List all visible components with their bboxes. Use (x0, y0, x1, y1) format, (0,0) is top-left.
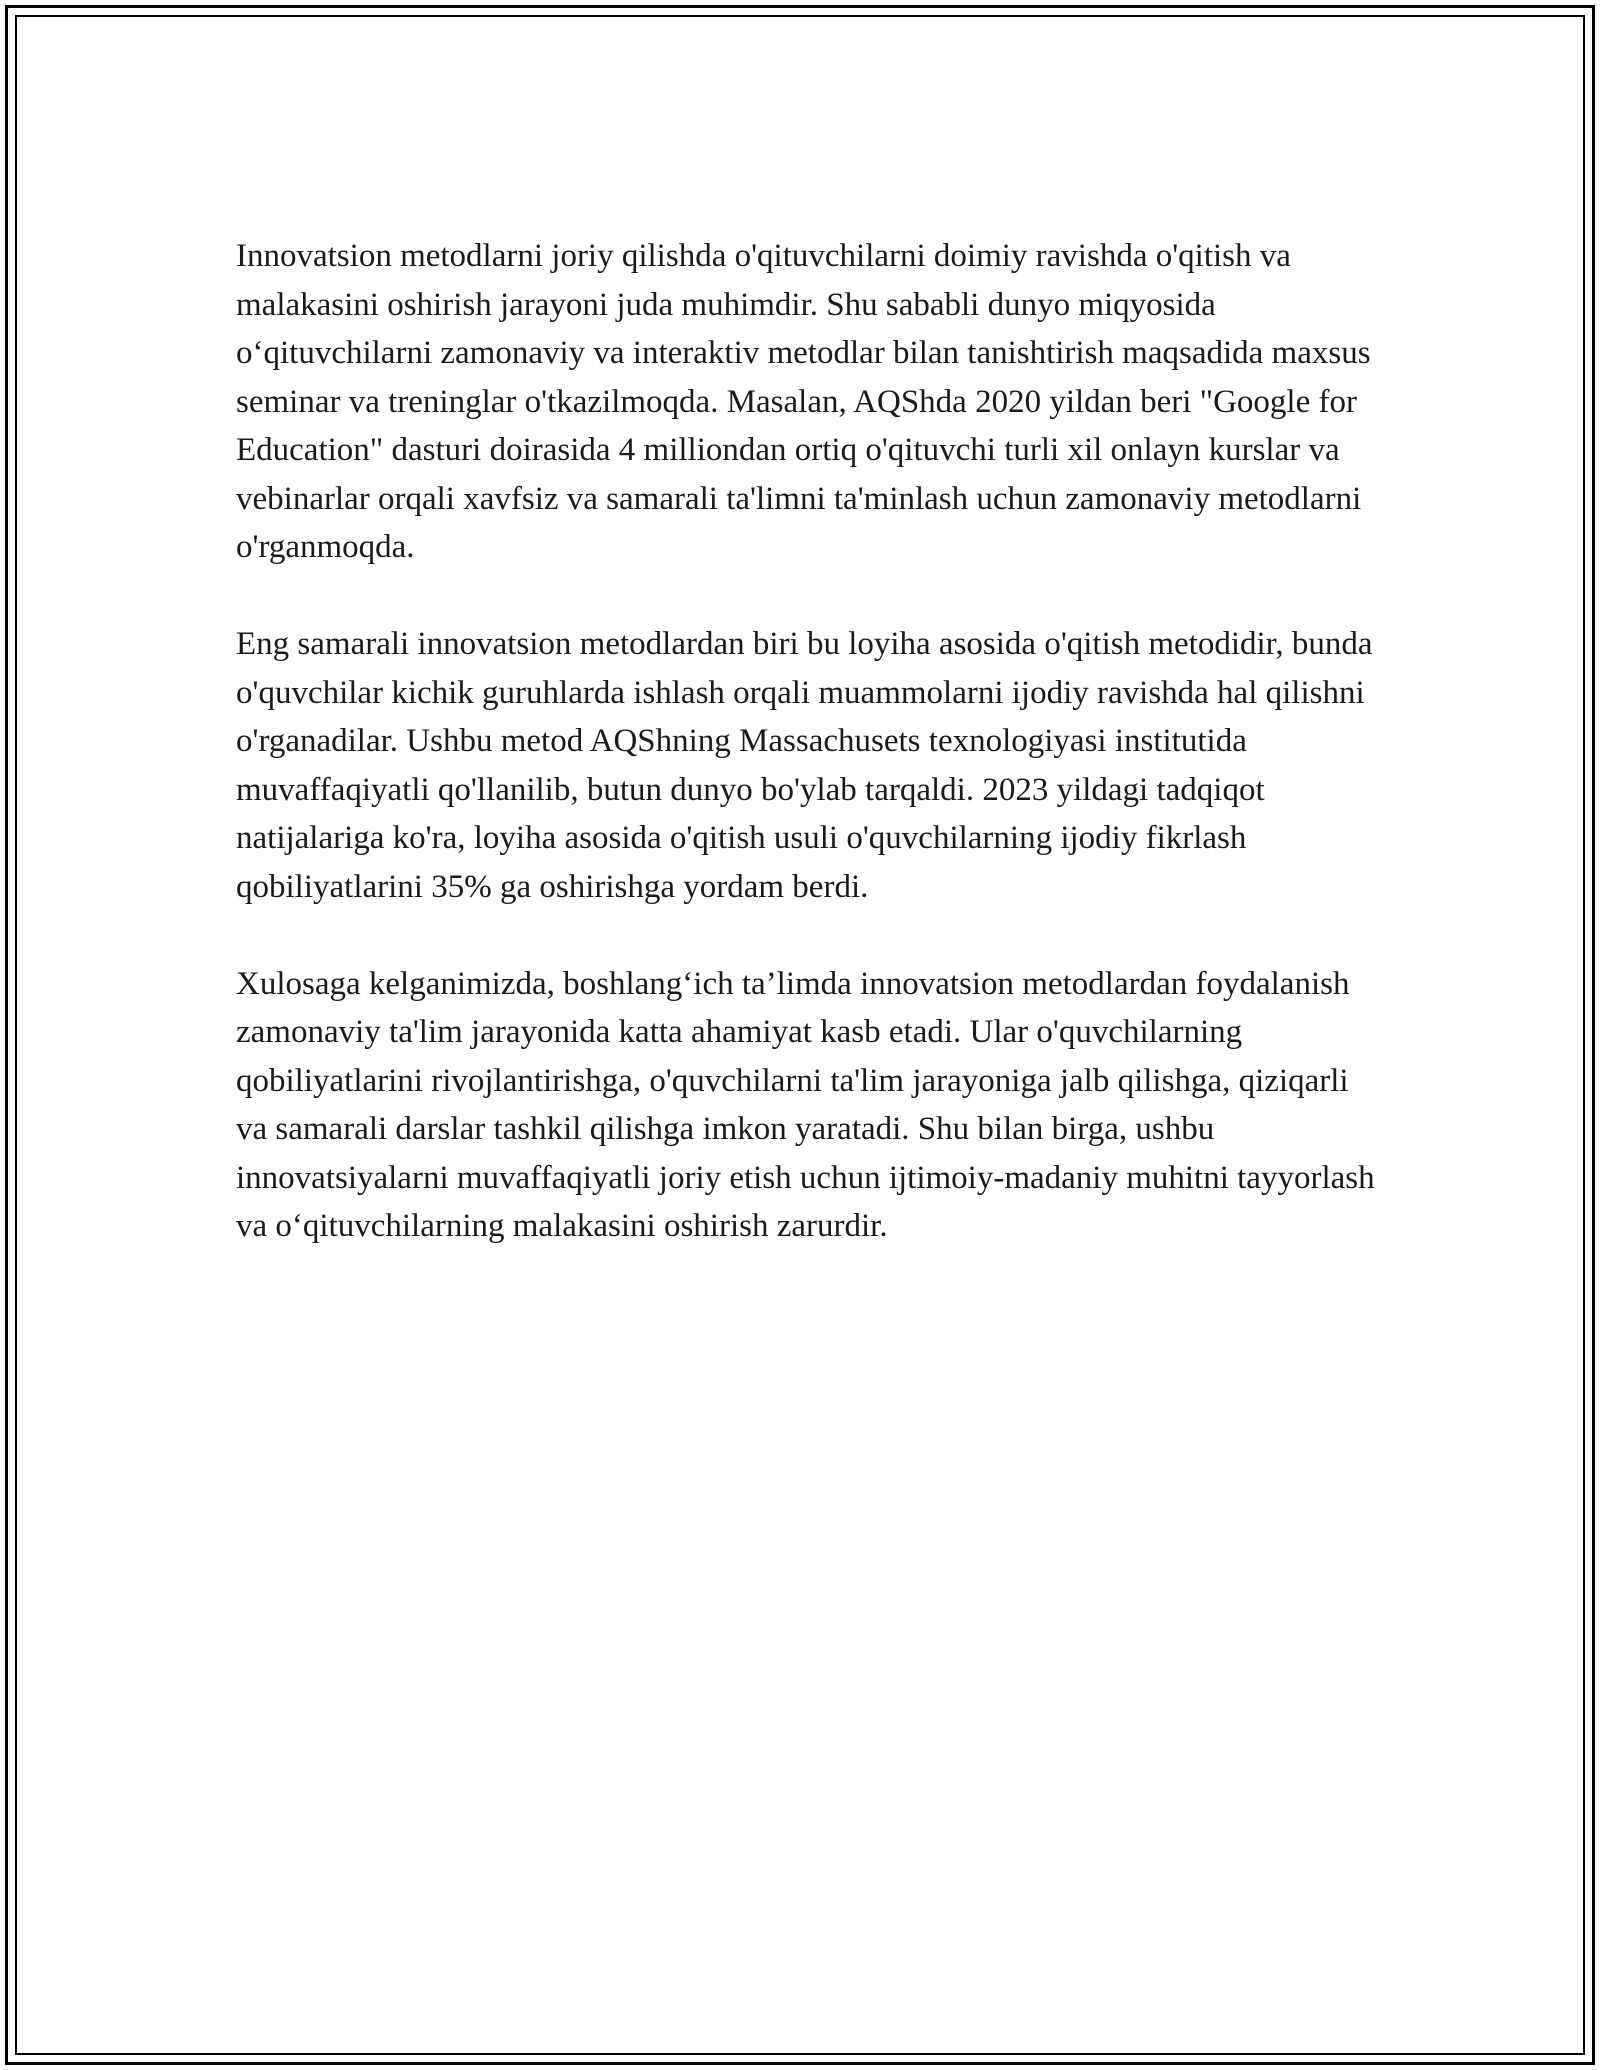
paragraph-2: Eng samarali innovatsion metodlardan biri bu loyiha asosida o'qitish metodidir, bunda o'quvchilar kichik guruhlarda ishlash orqali muammolarni ijodiy ravishda hal qilishni o'rganadilar. Ushbu metod AQShning Massachusets texnologiyasi institutida muvaffaqiyatli qo'llanilib, butun dunyo bo'ylab tarqaldi. 2023 yildagi tadqiqot natijalariga ko'ra, loyiha asosida o'qitish usuli o'quvchilarning ijodiy fikrlash qobiliyatlarini 35% ga oshirishga yordam berdi. (236, 626, 1373, 905)
paragraph-3: Xulosaga kelganimizda, boshlang‘ich ta’limda innovatsion metodlardan foydalanish zamonaviy ta'lim jarayonida katta ahamiyat kasb etadi. Ular o'quvchilarning qobiliyatlarini rivojlantirishga, o'quvchilarni ta'lim jarayoniga jalb qilishga, qiziqarli va samarali darslar tashkil qilishga imkon yaratadi. Shu bilan birga, ushbu innovatsiyalarni muvaffaqiyatli joriy etish uchun ijtimoiy-madaniy muhitni tayyorlash va o‘qituvchilarning malakasini oshirish zarurdir. (236, 965, 1375, 1244)
document-body (236, 232, 1376, 1299)
paragraph-1: Innovatsion metodlarni joriy qilishda o'qituvchilarni doimiy ravishda o'qitish va malakasini oshirish jarayoni juda muhimdir. Shu sababli dunyo miqyosida o‘qituvchilarni zamonaviy va interaktiv metodlar bilan tanishtirish maqsadida maxsus seminar va treninglar o'tkazilmoqda. Masalan, AQShda 2020 yildan beri "Google for Education" dasturi doirasida 4 milliondan ortiq o'qituvchi turli xil onlayn kurslar va vebinarlar orqali xavfsiz va samarali ta'limni ta'minlash uchun zamonaviy metodlarni o'rganmoqda. (236, 238, 1371, 565)
